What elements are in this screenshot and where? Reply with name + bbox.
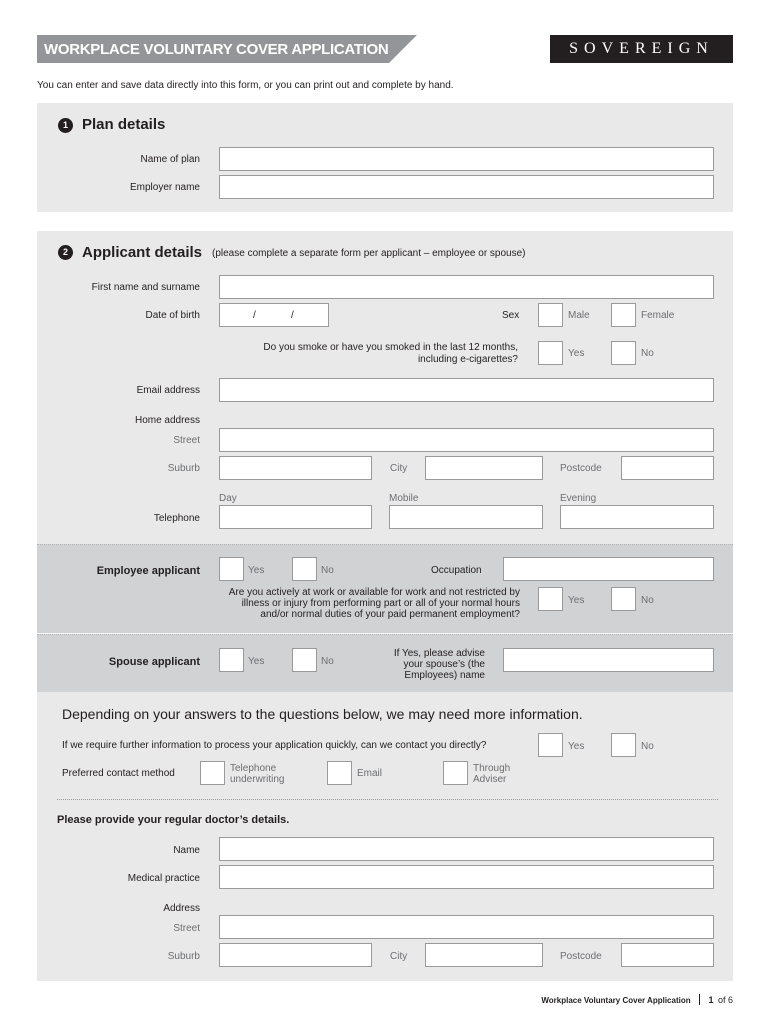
sex-male-label: Male	[568, 310, 590, 321]
contact-question: If we require further information to process your application quickly, can we contact you directly?	[62, 740, 487, 751]
employer-name-input[interactable]	[219, 175, 714, 199]
dob-separator-1: /	[253, 310, 256, 321]
email-contact-checkbox[interactable]	[327, 761, 352, 785]
sex-female-label: Female	[641, 310, 675, 321]
home-postcode-label: Postcode	[560, 463, 602, 474]
more-info-heading: Depending on your answers to the questions below, we may need more information.	[62, 706, 583, 722]
section-number-2: 2	[58, 245, 73, 260]
phone-mobile-label: Mobile	[389, 493, 419, 504]
through-adviser-line-2: Adviser	[473, 774, 507, 785]
doctor-address-label: Address	[163, 903, 200, 914]
phone-day-label: Day	[219, 493, 237, 504]
footer-page-current: 1	[708, 995, 714, 1005]
home-postcode-input[interactable]	[621, 456, 714, 480]
home-street-input[interactable]	[219, 428, 714, 452]
first-name-input[interactable]	[219, 275, 714, 299]
phone-evening-label: Evening	[560, 493, 597, 504]
contact-no-label: No	[641, 741, 654, 752]
smoke-no-checkbox[interactable]	[611, 341, 636, 365]
plan-name-input[interactable]	[219, 147, 714, 171]
employer-name-label: Employer name	[129, 182, 200, 193]
work-question-line-2: illness or injury from performing part or all of your normal hours	[241, 598, 520, 609]
employee-yes-checkbox[interactable]	[219, 557, 244, 581]
telephone-label: Telephone	[153, 513, 200, 524]
brand-logo-text: SOVEREIGN	[569, 40, 714, 57]
employee-applicant-label: Employee applicant	[96, 565, 200, 577]
smoke-yes-label: Yes	[568, 348, 585, 359]
employee-yes-label: Yes	[248, 565, 265, 576]
page-title: WORKPLACE VOLUNTARY COVER APPLICATION	[44, 41, 389, 58]
spouse-advise-line-2: your spouse’s (the	[403, 659, 485, 670]
email-label: Email address	[136, 385, 200, 396]
sex-label: Sex	[502, 310, 520, 321]
doctor-postcode-label: Postcode	[560, 951, 602, 962]
doctor-street-label: Street	[173, 923, 200, 934]
employee-no-checkbox[interactable]	[292, 557, 317, 581]
email-contact-label: Email	[357, 768, 383, 779]
medical-practice-label: Medical practice	[127, 873, 200, 884]
home-address-label: Home address	[134, 415, 200, 426]
occupation-label: Occupation	[431, 565, 482, 576]
dob-label: Date of birth	[145, 310, 200, 321]
spouse-advise-line-1: If Yes, please advise	[393, 648, 485, 659]
footer-form-name: Workplace Voluntary Cover Application	[541, 996, 691, 1005]
home-suburb-label: Suburb	[167, 463, 200, 474]
telephone-underwriting-checkbox[interactable]	[200, 761, 225, 785]
spouse-no-label: No	[321, 656, 334, 667]
dob-input[interactable]	[219, 303, 329, 327]
spouse-name-input[interactable]	[503, 648, 714, 672]
through-adviser-checkbox[interactable]	[443, 761, 468, 785]
home-street-label: Street	[173, 435, 200, 446]
home-city-input[interactable]	[425, 456, 543, 480]
spouse-yes-label: Yes	[248, 656, 265, 667]
through-adviser-line-1: Through	[473, 763, 511, 774]
work-question-line-3: and/or normal duties of your paid permanent employment?	[260, 609, 520, 620]
work-question-line-1: Are you actively at work or available for work and not restricted by	[228, 587, 520, 598]
dob-separator-2: /	[291, 310, 294, 321]
preferred-contact-label: Preferred contact method	[62, 768, 175, 779]
section-divider	[57, 799, 718, 800]
medical-practice-input[interactable]	[219, 865, 714, 889]
contact-yes-label: Yes	[568, 741, 585, 752]
phone-evening-input[interactable]	[560, 505, 714, 529]
sex-female-checkbox[interactable]	[611, 303, 636, 327]
sex-male-checkbox[interactable]	[538, 303, 563, 327]
phone-mobile-input[interactable]	[389, 505, 543, 529]
plan-name-label: Name of plan	[140, 154, 200, 165]
employee-no-label: No	[321, 565, 334, 576]
applicant-details-heading: Applicant details	[82, 244, 203, 261]
spouse-applicant-label: Spouse applicant	[108, 656, 200, 668]
spouse-no-checkbox[interactable]	[292, 648, 317, 672]
first-name-label: First name and surname	[91, 282, 200, 293]
smoke-question-line-1: Do you smoke or have you smoked in the last 12 months,	[263, 342, 518, 353]
title-banner	[37, 35, 417, 63]
email-input[interactable]	[219, 378, 714, 402]
home-city-label: City	[390, 463, 408, 474]
doctor-city-input[interactable]	[425, 943, 543, 967]
footer-page-total: of 6	[717, 995, 733, 1005]
occupation-input[interactable]	[503, 557, 714, 581]
telephone-underwriting-line-1: Telephone	[230, 763, 277, 774]
doctor-city-label: City	[390, 951, 408, 962]
work-no-label: No	[641, 595, 654, 606]
doctor-name-label: Name	[173, 845, 200, 856]
brand-logo	[550, 35, 733, 63]
work-no-checkbox[interactable]	[611, 587, 636, 611]
footer-divider	[699, 994, 700, 1005]
plan-details-heading: Plan details	[82, 116, 166, 133]
home-suburb-input[interactable]	[219, 456, 372, 480]
footer	[541, 990, 733, 1008]
section-number-1: 1	[58, 118, 73, 133]
spouse-advise-line-3: Employees) name	[404, 670, 485, 681]
contact-no-checkbox[interactable]	[611, 733, 636, 757]
doctor-postcode-input[interactable]	[621, 943, 714, 967]
phone-day-input[interactable]	[219, 505, 372, 529]
applicant-details-note: (please complete a separate form per applicant – employee or spouse)	[212, 248, 526, 259]
work-yes-checkbox[interactable]	[538, 587, 563, 611]
work-yes-label: Yes	[568, 595, 585, 606]
intro-text: You can enter and save data directly into this form, or you can print out and complete by hand.	[37, 80, 454, 91]
smoke-no-label: No	[641, 348, 654, 359]
doctor-suburb-input[interactable]	[219, 943, 372, 967]
contact-yes-checkbox[interactable]	[538, 733, 563, 757]
smoke-question-line-2: including e-cigarettes?	[417, 354, 518, 365]
spouse-yes-checkbox[interactable]	[219, 648, 244, 672]
smoke-yes-checkbox[interactable]	[538, 341, 563, 365]
telephone-underwriting-line-2: underwriting	[230, 774, 285, 785]
doctor-name-input[interactable]	[219, 837, 714, 861]
doctor-heading: Please provide your regular doctor’s details.	[57, 814, 290, 826]
doctor-street-input[interactable]	[219, 915, 714, 939]
doctor-suburb-label: Suburb	[167, 951, 200, 962]
